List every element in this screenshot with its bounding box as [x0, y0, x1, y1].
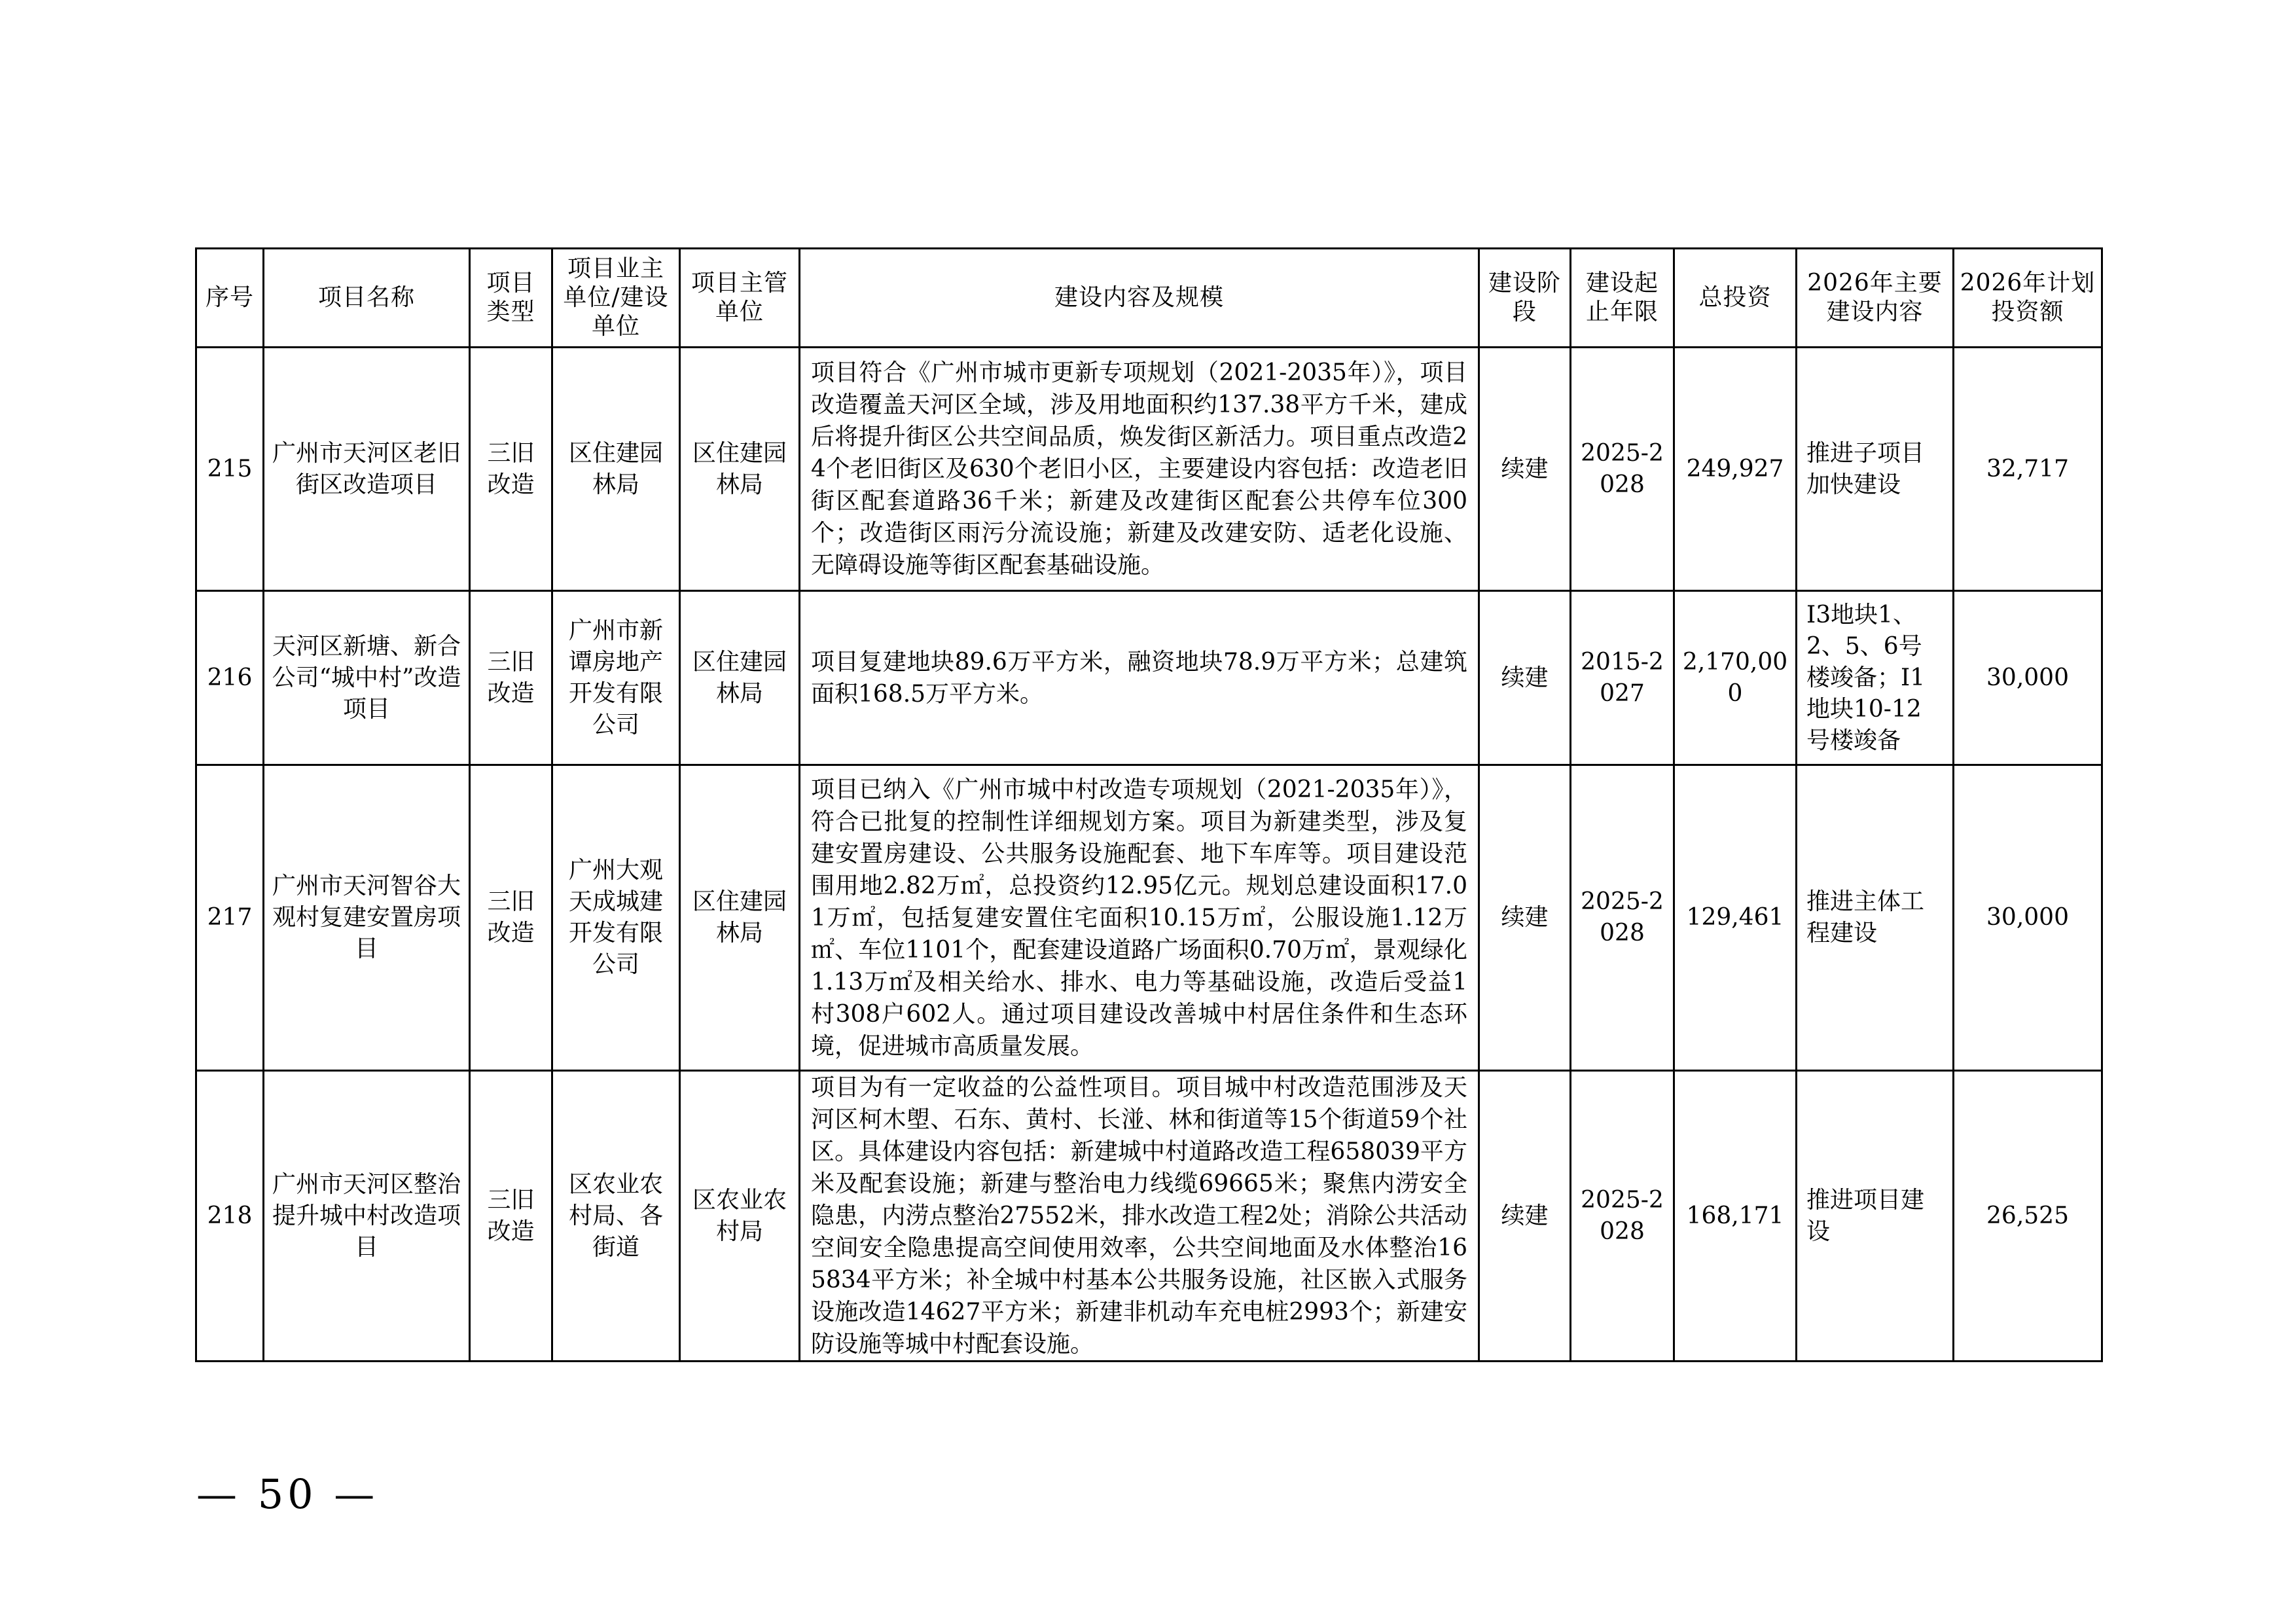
header-name: 项目名称 — [264, 249, 470, 348]
cell-type: 三旧改造 — [470, 591, 552, 765]
cell-main2026: 推进项目建设 — [1797, 1071, 1954, 1362]
cell-total: 2,170,000 — [1674, 591, 1797, 765]
cell-seq: 215 — [196, 348, 264, 591]
header-period: 建设起止年限 — [1571, 249, 1674, 348]
header-content: 建设内容及规模 — [800, 249, 1479, 348]
cell-content: 项目为有一定收益的公益性项目。项目城中村改造范围涉及天河区柯木塱、石东、黄村、长湴、林和街道等15个街道59个社区。具体建设内容包括：新建城中村道路改造工程658039平方米及配套设施；新建与整治电力线缆69665米；聚焦内涝安全隐患，内涝点整治27552米，排水改造工程2处；消除公共活动空间安全隐患提高空间使用效率，公共空间地面及水体整治165834平方米；补全城中村基本公共服务设施，社区嵌入式服务设施改造14627平方米；新建非机动车充电桩2993个；新建安防设施等城中村配套设施。 — [800, 1071, 1479, 1362]
cell-dept: 区住建园林局 — [680, 591, 800, 765]
cell-name: 广州市天河区老旧街区改造项目 — [264, 348, 470, 591]
cell-owner: 区住建园林局 — [552, 348, 680, 591]
header-plan2026: 2026年计划投资额 — [1954, 249, 2102, 348]
cell-seq: 218 — [196, 1071, 264, 1362]
cell-dept: 区住建园林局 — [680, 348, 800, 591]
cell-content: 项目符合《广州市城市更新专项规划（2021-2035年）》，项目改造覆盖天河区全域，涉及用地面积约137.38平方千米，建成后将提升街区公共空间品质，焕发街区新活力。项目重点改造24个老旧街区及630个老旧小区，主要建设内容包括：改造老旧街区配套道路36千米；新建及改建街区配套公共停车位300个；改造街区雨污分流设施；新建及改建安防、适老化设施、无障碍设施等街区配套基础设施。 — [800, 348, 1479, 591]
cell-stage: 续建 — [1479, 591, 1571, 765]
header-stage: 建设阶段 — [1479, 249, 1571, 348]
cell-type: 三旧改造 — [470, 348, 552, 591]
cell-stage: 续建 — [1479, 1071, 1571, 1362]
cell-type: 三旧改造 — [470, 765, 552, 1071]
cell-seq: 217 — [196, 765, 264, 1071]
cell-period: 2025-2028 — [1571, 348, 1674, 591]
header-main2026: 2026年主要建设内容 — [1797, 249, 1954, 348]
cell-content: 项目复建地块89.6万平方米，融资地块78.9万平方米；总建筑面积168.5万平方米。 — [800, 591, 1479, 765]
cell-stage: 续建 — [1479, 348, 1571, 591]
cell-name: 广州市天河区整治提升城中村改造项目 — [264, 1071, 470, 1362]
table-row — [196, 1071, 2102, 1362]
cell-main2026: I3地块1、2、5、6号楼竣备；I1地块10-12号楼竣备 — [1797, 591, 1954, 765]
cell-owner: 区农业农村局、各街道 — [552, 1071, 680, 1362]
cell-plan2026: 26,525 — [1954, 1071, 2102, 1362]
cell-stage: 续建 — [1479, 765, 1571, 1071]
cell-plan2026: 30,000 — [1954, 765, 2102, 1071]
cell-name: 广州市天河智谷大观村复建安置房项目 — [264, 765, 470, 1071]
cell-seq: 216 — [196, 591, 264, 765]
cell-owner: 广州大观天成城建开发有限公司 — [552, 765, 680, 1071]
header-total: 总投资 — [1674, 249, 1797, 348]
table-row — [196, 765, 2102, 1071]
cell-main2026: 推进子项目加快建设 — [1797, 348, 1954, 591]
cell-content: 项目已纳入《广州市城中村改造专项规划（2021-2035年）》，符合已批复的控制性详细规划方案。项目为新建类型，涉及复建安置房建设、公共服务设施配套、地下车库等。项目建设范围用地2.82万㎡，总投资约12.95亿元。规划总建设面积17.01万㎡，包括复建安置住宅面积10.15万㎡，公服设施1.12万㎡、车位1101个，配套建设道路广场面积0.70万㎡，景观绿化1.13万㎡及相关给水、排水、电力等基础设施，改造后受益1村308户602人。通过项目建设改善城中村居住条件和生态环境，促进城市高质量发展。 — [800, 765, 1479, 1071]
cell-dept: 区农业农村局 — [680, 1071, 800, 1362]
cell-owner: 广州市新谭房地产开发有限公司 — [552, 591, 680, 765]
header-type: 项目类型 — [470, 249, 552, 348]
cell-period: 2025-2028 — [1571, 1071, 1674, 1362]
cell-period: 2015-2027 — [1571, 591, 1674, 765]
cell-dept: 区住建园林局 — [680, 765, 800, 1071]
cell-main2026: 推进主体工程建设 — [1797, 765, 1954, 1071]
table-row — [196, 591, 2102, 765]
cell-type: 三旧改造 — [470, 1071, 552, 1362]
cell-plan2026: 30,000 — [1954, 591, 2102, 765]
cell-plan2026: 32,717 — [1954, 348, 2102, 591]
header-row — [196, 249, 2102, 348]
header-dept: 项目主管单位 — [680, 249, 800, 348]
project-table — [195, 247, 2103, 1362]
cell-total: 168,171 — [1674, 1071, 1797, 1362]
cell-period: 2025-2028 — [1571, 765, 1674, 1071]
header-seq: 序号 — [196, 249, 264, 348]
cell-name: 天河区新塘、新合公司“城中村”改造项目 — [264, 591, 470, 765]
cell-total: 249,927 — [1674, 348, 1797, 591]
cell-total: 129,461 — [1674, 765, 1797, 1071]
table-row — [196, 348, 2102, 591]
header-owner: 项目业主单位/建设单位 — [552, 249, 680, 348]
page-number: — 50 — — [196, 1470, 379, 1518]
